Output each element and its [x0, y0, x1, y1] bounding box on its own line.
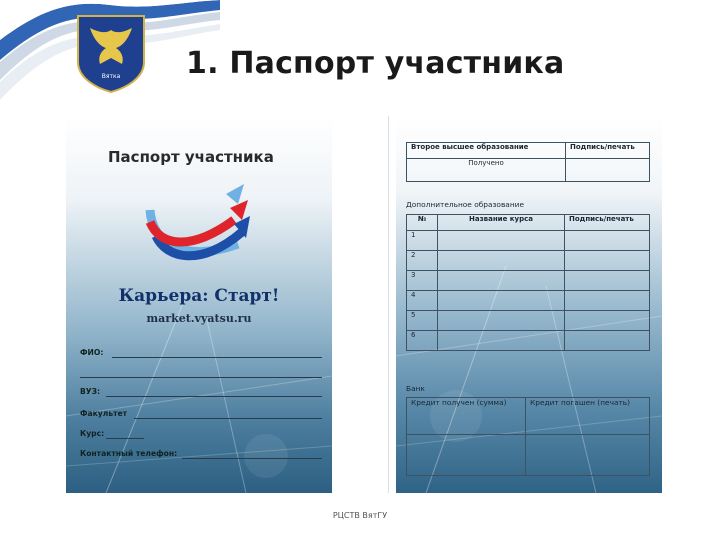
- column-header-signature: Подпись/печать: [565, 215, 650, 231]
- field-faculty-label: Факультет: [80, 409, 128, 418]
- field-vuz-label: ВУЗ:: [80, 387, 101, 396]
- second-education-signature-cell: [566, 159, 650, 182]
- additional-education-label: Дополнительное образование: [406, 200, 525, 209]
- field-fio-line: [112, 357, 322, 358]
- field-phone-line: [182, 458, 322, 459]
- passport-front-card: [66, 116, 332, 493]
- university-crest: [76, 14, 146, 94]
- row-number: 2: [407, 251, 438, 271]
- column-header-course: Название курса: [438, 215, 565, 231]
- bank-table: [406, 397, 650, 476]
- field-fio-label: ФИО:: [80, 348, 104, 357]
- credit-repaid-value-cell: [526, 435, 650, 476]
- field-course-line: [106, 438, 144, 439]
- field-course-label: Курс:: [80, 429, 105, 438]
- row-number: 3: [407, 271, 438, 291]
- field-phone-label: Контактный телефон:: [80, 449, 178, 458]
- second-education-table: [406, 142, 650, 182]
- signature-header: Подпись/печать: [566, 143, 650, 159]
- brand-name: Карьера: Старт!: [118, 286, 280, 306]
- field-vuz-line: [106, 396, 322, 397]
- field-faculty-line: [134, 418, 322, 419]
- credit-received-cell: Кредит получен (сумма): [407, 398, 526, 435]
- crest-motto: Вятка: [101, 73, 121, 80]
- passport-title: Паспорт участника: [108, 148, 274, 166]
- row-number: 1: [407, 231, 438, 251]
- credit-repaid-cell: Кредит погашен (печать): [526, 398, 650, 435]
- second-education-status: Получено: [407, 159, 566, 182]
- column-header-number: №: [407, 215, 438, 231]
- second-education-header: Второе высшее образование: [407, 143, 566, 159]
- slide-footer: РЦСТВ ВятГУ: [332, 511, 388, 520]
- row-number: 5: [407, 311, 438, 331]
- row-number: 6: [407, 331, 438, 351]
- slide-title: 1. Паспорт участника: [186, 46, 565, 81]
- passport-back-card: [396, 116, 662, 493]
- career-start-logo: [142, 172, 252, 282]
- row-number: 4: [407, 291, 438, 311]
- bank-label: Банк: [406, 384, 425, 393]
- website: market.vyatsu.ru: [146, 312, 252, 325]
- card-divider: [388, 116, 389, 493]
- field-fio-line-2: [80, 377, 322, 378]
- credit-received-value-cell: [407, 435, 526, 476]
- additional-education-table: [406, 214, 650, 351]
